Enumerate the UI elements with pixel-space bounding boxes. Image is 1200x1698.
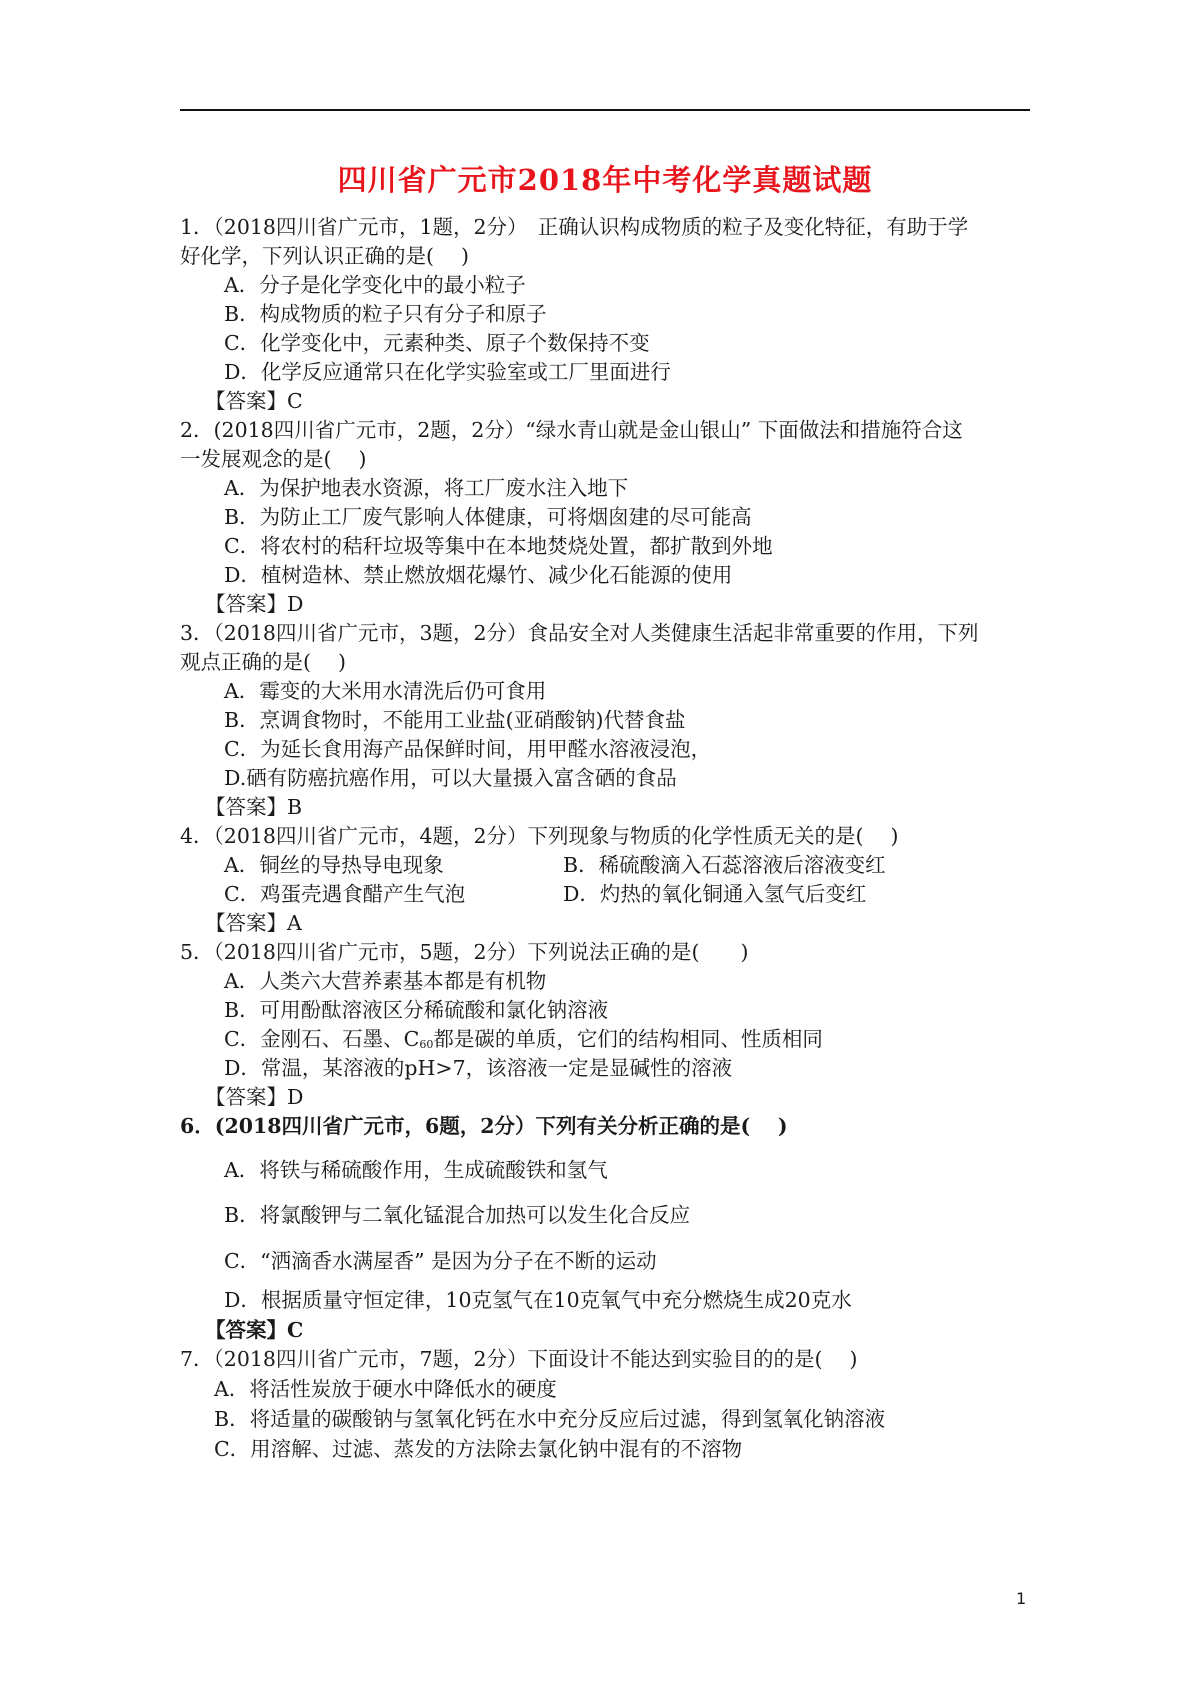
question-5-option-c-pre: C．金刚石、石墨、C (224, 1027, 420, 1051)
question-1-option-d: D．化学反应通常只在化学实验室或工厂里面进行 (224, 360, 671, 384)
question-3-stem-cont: 观点正确的是( ) (180, 650, 347, 674)
question-5-option-c-post: 都是碳的单质，它们的结构相同、性质相同 (433, 1027, 823, 1051)
question-2-option-d: D．植树造林、禁止燃放烟花爆竹、减少化石能源的使用 (224, 563, 733, 587)
question-5-option-a: A．人类六大营养素基本都是有机物 (224, 969, 547, 993)
question-3-option-d: D.硒有防癌抗癌作用，可以大量摄入富含硒的食品 (224, 766, 677, 790)
question-2-stem: 2．(2018四川省广元市，2题，2分）“绿水青山就是金山银山” 下面做法和措施符合这 (180, 418, 963, 442)
page-number: 1 (1016, 1589, 1027, 1608)
document-title: 四川省广元市2018年中考化学真题试题 (337, 163, 873, 197)
question-6-option-d: D．根据质量守恒定律，10克氢气在10克氧气中充分燃烧生成20克水 (224, 1288, 852, 1312)
question-4-stem: 4．（2018四川省广元市，4题，2分）下列现象与物质的化学性质无关的是( ) (180, 824, 899, 848)
question-6-option-c: C．“洒滴香水满屋香” 是因为分子在不断的运动 (224, 1249, 657, 1273)
question-6-option-a: A．将铁与稀硫酸作用，生成硫酸铁和氢气 (224, 1158, 608, 1182)
question-3-stem: 3．（2018四川省广元市，3题，2分）食品安全对人类健康生活起非常重要的作用，下列 (180, 621, 979, 645)
question-2-option-c: C．将农村的秸秆垃圾等集中在本地焚烧处置，都扩散到外地 (224, 534, 773, 558)
question-2-stem-cont: 一发展观念的是( ) (180, 447, 367, 471)
question-5-option-b: B．可用酚酞溶液区分稀硫酸和氯化钠溶液 (224, 998, 609, 1022)
question-4-option-b: B．稀硫酸滴入石蕊溶液后溶液变红 (563, 853, 886, 877)
question-5-stem: 5．（2018四川省广元市，5题，2分）下列说法正确的是( ) (180, 940, 749, 964)
question-6-stem: 6．(2018四川省广元市，6题，2分）下列有关分析正确的是( ) (180, 1114, 788, 1138)
question-4-option-d: D．灼热的氧化铜通入氢气后变红 (563, 882, 867, 906)
question-1-option-c: C．化学变化中，元素种类、原子个数保持不变 (224, 331, 650, 355)
question-7-option-c: C．用溶解、过滤、蒸发的方法除去氯化钠中混有的不溶物 (214, 1437, 743, 1461)
question-5-answer: 【答案】D (205, 1085, 304, 1109)
question-5-option-c-subscript: 60 (419, 1038, 434, 1051)
question-1-answer: 【答案】C (205, 389, 303, 413)
question-7-stem: 7．（2018四川省广元市，7题，2分）下面设计不能达到实验目的的是( ) (180, 1347, 858, 1371)
question-2-answer: 【答案】D (205, 592, 304, 616)
question-7-option-a: A．将活性炭放于硬水中降低水的硬度 (214, 1377, 557, 1401)
question-4-option-a: A．铜丝的导热导电现象 (224, 853, 444, 877)
question-3-option-b: B．烹调食物时，不能用工业盐(亚硝酸钠)代替食盐 (224, 708, 686, 732)
question-7-option-b: B．将适量的碳酸钠与氢氧化钙在水中充分反应后过滤，得到氢氧化钠溶液 (214, 1407, 886, 1431)
question-6-answer: 【答案】C (205, 1318, 304, 1342)
question-6-option-b: B．将氯酸钾与二氧化锰混合加热可以发生化合反应 (224, 1203, 691, 1227)
question-4-option-c: C．鸡蛋壳遇食醋产生气泡 (224, 882, 466, 906)
question-2-option-b: B．为防止工厂废气影响人体健康，可将烟囱建的尽可能高 (224, 505, 752, 529)
question-2-option-a: A．为保护地表水资源，将工厂废水注入地下 (224, 476, 629, 500)
question-1-option-a: A．分子是化学变化中的最小粒子 (224, 273, 526, 297)
question-3-option-c: C．为延长食用海产品保鲜时间，用甲醛水溶液浸泡， (224, 737, 712, 761)
question-1-stem-cont: 好化学，下列认识正确的是( ) (180, 244, 470, 268)
question-1-stem: 1．（2018四川省广元市，1题，2分） 正确认识构成物质的粒子及变化特征，有助于学 (180, 215, 969, 239)
question-5-option-d: D．常温，某溶液的pH>7，该溶液一定是显碱性的溶液 (224, 1056, 733, 1080)
question-4-answer: 【答案】A (205, 911, 302, 935)
question-3-option-a: A．霉变的大米用水清洗后仍可食用 (224, 679, 547, 703)
header-rule (180, 109, 1030, 111)
question-1-option-b: B．构成物质的粒子只有分子和原子 (224, 302, 547, 326)
question-3-answer: 【答案】B (205, 795, 303, 819)
